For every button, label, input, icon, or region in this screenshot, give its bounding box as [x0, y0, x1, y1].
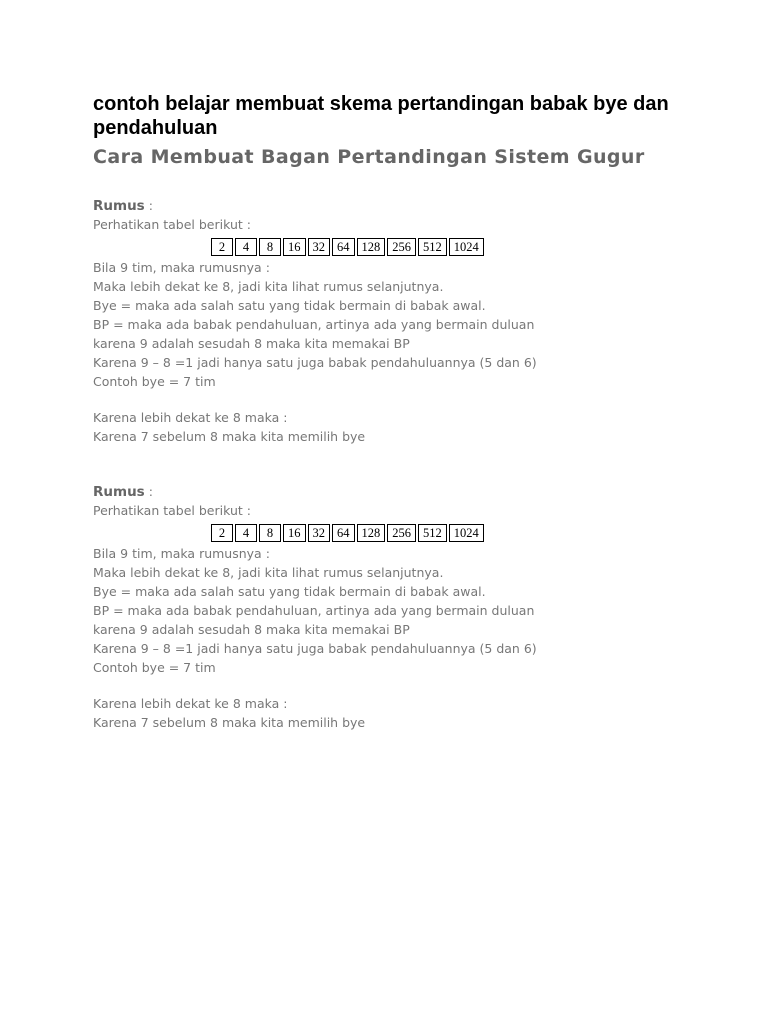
- table-cell: 64: [332, 238, 355, 256]
- body-line: Karena 7 sebelum 8 maka kita memilih bye: [93, 715, 366, 730]
- body-line: Karena lebih dekat ke 8 maka :: [93, 696, 288, 711]
- table-cell: 256: [387, 524, 416, 542]
- body-line: Contoh bye = 7 tim: [93, 660, 216, 675]
- rumus-label: Rumus: [93, 484, 145, 500]
- intro-text: Perhatikan tabel berikut :: [93, 217, 251, 232]
- table-cell: 2: [211, 524, 233, 542]
- rumus-colon: :: [144, 198, 153, 213]
- table-cell: 8: [259, 238, 281, 256]
- table-cell: 8: [259, 524, 281, 542]
- rumus-label: Rumus: [93, 198, 145, 214]
- table-cell: 64: [332, 524, 355, 542]
- table-cell: 1024: [449, 238, 484, 256]
- blank-line: [93, 677, 693, 694]
- table-cell: 128: [357, 238, 386, 256]
- intro-text: Perhatikan tabel berikut :: [93, 503, 251, 518]
- table-cell: 128: [357, 524, 386, 542]
- page-title: contoh belajar membuat skema pertandingan babak bye dan pendahuluan: [93, 93, 669, 139]
- body-line: Maka lebih dekat ke 8, jadi kita lihat rumus selanjutnya.: [93, 279, 444, 294]
- table-cell: 1024: [449, 524, 484, 542]
- body-line: Bila 9 tim, maka rumusnya :: [93, 546, 270, 561]
- body-line: Bye = maka ada salah satu yang tidak bermain di babak awal.: [93, 298, 486, 313]
- number-table: [211, 524, 693, 543]
- table-cell: 4: [235, 238, 257, 256]
- table-cell: 256: [387, 238, 416, 256]
- rumus-heading: [93, 482, 693, 501]
- body-line: Contoh bye = 7 tim: [93, 374, 216, 389]
- body-line: Karena 7 sebelum 8 maka kita memilih bye: [93, 429, 366, 444]
- table-cell: 16: [283, 524, 306, 542]
- body-line: BP = maka ada babak pendahuluan, artinya ada yang bermain duluan: [93, 317, 535, 332]
- table-cell: 512: [418, 524, 447, 542]
- number-table: [211, 238, 693, 257]
- table-cell: 16: [283, 238, 306, 256]
- section-2: [93, 482, 693, 732]
- table-cell: 512: [418, 238, 447, 256]
- rumus-heading: [93, 196, 693, 215]
- body-line: Karena 9 – 8 =1 jadi hanya satu juga babak pendahuluannya (5 dan 6): [93, 355, 537, 370]
- section-1: [93, 196, 693, 446]
- rumus-colon: :: [144, 484, 153, 499]
- table-cell: 2: [211, 238, 233, 256]
- table-cell: 4: [235, 524, 257, 542]
- table-cell: 32: [308, 524, 331, 542]
- body-line: karena 9 adalah sesudah 8 maka kita memakai BP: [93, 336, 410, 351]
- table-cell: 32: [308, 238, 331, 256]
- document-page: [93, 92, 693, 732]
- body-line: Maka lebih dekat ke 8, jadi kita lihat rumus selanjutnya.: [93, 565, 444, 580]
- body-line: Karena lebih dekat ke 8 maka :: [93, 410, 288, 425]
- body-line: karena 9 adalah sesudah 8 maka kita memakai BP: [93, 622, 410, 637]
- page-subtitle: Cara Membuat Bagan Pertandingan Sistem Gugur: [93, 146, 645, 168]
- body-line: BP = maka ada babak pendahuluan, artinya ada yang bermain duluan: [93, 603, 535, 618]
- body-line: Bye = maka ada salah satu yang tidak bermain di babak awal.: [93, 584, 486, 599]
- body-line: Bila 9 tim, maka rumusnya :: [93, 260, 270, 275]
- body-line: Karena 9 – 8 =1 jadi hanya satu juga babak pendahuluannya (5 dan 6): [93, 641, 537, 656]
- blank-line: [93, 391, 693, 408]
